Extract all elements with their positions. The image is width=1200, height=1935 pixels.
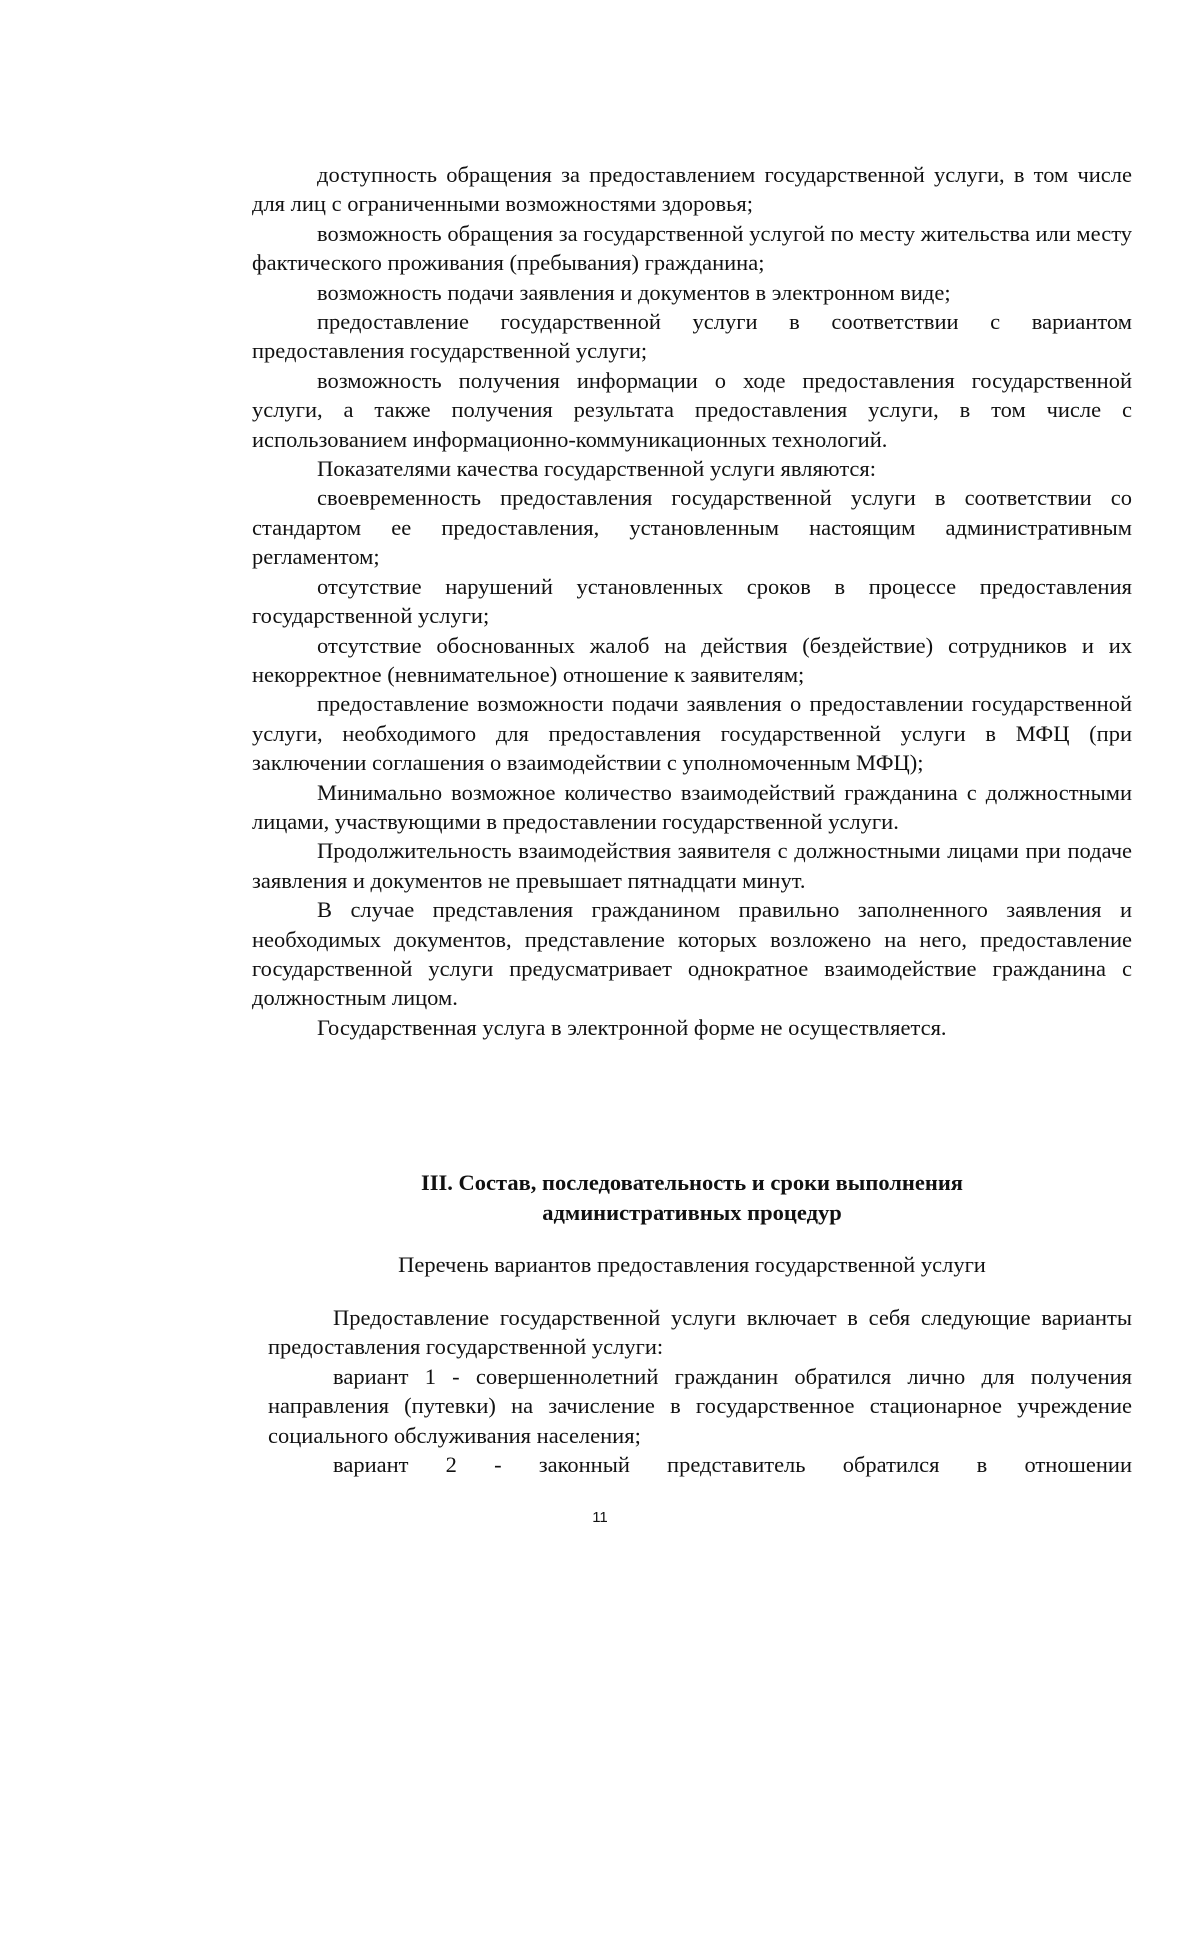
paragraph: предоставление государственной услуги в соответствии с вариантом предоставления государственной услуги; [252, 309, 1132, 364]
paragraph: Минимально возможное количество взаимодействий гражданина с должностными лицами, участвующими в предоставлении государственной услуги. [252, 779, 1132, 834]
paragraph: предоставление возможности подачи заявления о предоставлении государственной услуги, необходимого для предоставления государственной услуги в МФЦ (при заключении соглашения о взаимодействии с уполномоченным МФЦ); [252, 691, 1132, 776]
section-heading-line-1: III. Состав, последовательность и сроки выполнения [421, 1170, 963, 1195]
paragraph: доступность обращения за предоставлением государственной услуги, в том числе для лиц с ограниченными возможностями здоровья; [252, 162, 1132, 217]
paragraph: возможность подачи заявления и документов в электронном виде; [317, 279, 951, 305]
subsection-heading: Перечень вариантов предоставления государственной услуги [398, 1252, 986, 1277]
paragraph: своевременность предоставления государственной услуги в соответствии со стандартом ее предоставления, установленным настоящим административным регламентом; [252, 485, 1132, 570]
body-text-section-1 [252, 160, 1132, 1042]
section-heading [252, 1168, 1132, 1228]
paragraph: возможность получения информации о ходе предоставления государственной услуги, а также получения результата предоставления услуги, в том числе с использованием информационно-коммуникационных технологий. [252, 367, 1132, 452]
paragraph: Предоставление государственной услуги включает в себя следующие варианты предоставления государственной услуги: [268, 1305, 1132, 1360]
body-text-section-2 [268, 1303, 1132, 1479]
paragraph: вариант 1 - совершеннолетний гражданин обратился лично для получения направления (путевки) на зачисление в государственное стационарное учреждение социального обслуживания населения; [268, 1363, 1132, 1448]
paragraph: отсутствие обоснованных жалоб на действия (бездействие) сотрудников и их некорректное (невнимательное) отношение к заявителям; [252, 632, 1132, 687]
section-heading-line-2: административных процедур [542, 1200, 842, 1225]
paragraph: В случае представления гражданином правильно заполненного заявления и необходимых документов, представление которых возложено на него, предоставление государственной услуги предусматривает однократное взаимодействие гражданина с должностным лицом. [252, 897, 1132, 1011]
paragraph: Продолжительность взаимодействия заявителя с должностными лицами при подаче заявления и документов не превышает пятнадцати минут. [252, 838, 1132, 893]
paragraph: Показателями качества государственной услуги являются: [317, 456, 877, 482]
page-number: 11 [592, 1509, 608, 1526]
paragraph: отсутствие нарушений установленных сроков в процессе предоставления государственной услуги; [252, 573, 1132, 629]
paragraph: возможность обращения за государственной услугой по месту жительства или месту фактического проживания (пребывания) гражданина; [252, 220, 1132, 276]
paragraph: Государственная услуга в электронной форме не осуществляется. [317, 1014, 947, 1040]
paragraph: вариант 2 - законный представитель обратился в отношении [333, 1452, 1132, 1478]
